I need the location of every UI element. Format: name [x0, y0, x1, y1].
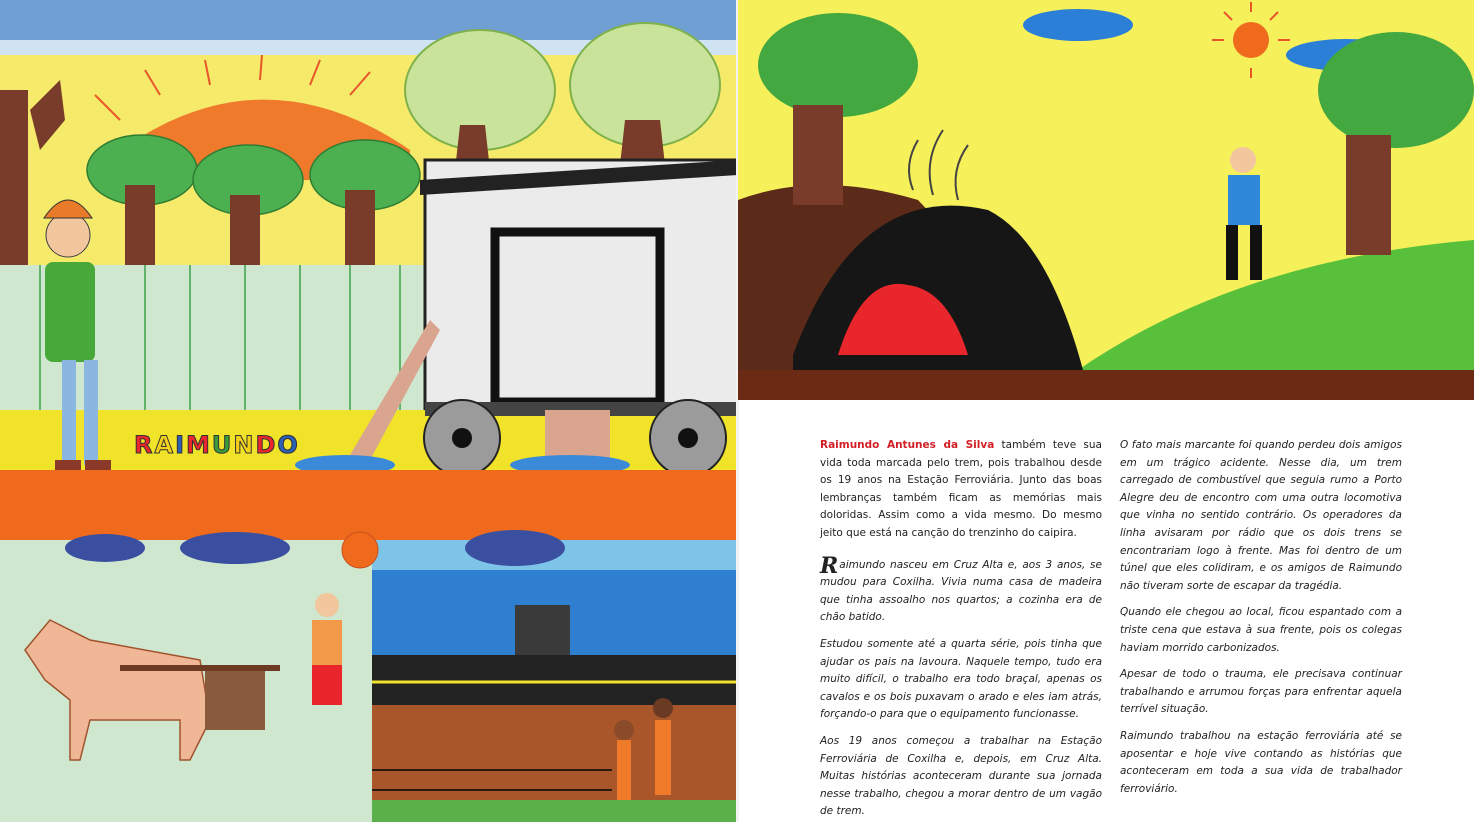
drop-cap: R — [820, 552, 839, 579]
text-column-right — [1120, 437, 1402, 807]
label-letter: U — [211, 431, 234, 459]
paragraph-retirement: Raimundo trabalhou na estação ferroviária até se aposentar e hoje vive contando as histórias que aconteceram em toda a sua vida de trabalhador ferroviário. — [1120, 729, 1402, 795]
paragraph-accident: O fato mais marcante foi quando perdeu dois amigos em um trágico acidente. Nesse dia, um trem carregado de combustível que seguia rumo a Porto Alegre deu de encontro com uma outra locomotiva que vinha no sentido contrário. Os operadores da linha avisaram por rádio que os dois trens se encontrariam logo à frente. Mas foi dentro de um túnel que eles colidiram, e os amigos de Raimundo não tiveram sorte de escapar da tragédia. — [1120, 439, 1402, 592]
label-letter: D — [255, 431, 278, 459]
text-column-left — [820, 437, 1102, 822]
label-letter: A — [154, 431, 176, 459]
label-letter: O — [277, 431, 300, 459]
label-letter: N — [233, 431, 256, 459]
raimundo-name-label — [134, 431, 300, 459]
label-letter: M — [186, 431, 212, 459]
paragraph-birth — [820, 552, 1102, 627]
intro-text: também teve sua vida toda marcada pelo trem, pois trabalhou desde os 19 anos na Estação Ferroviária. Junto das boas lembranças também ficam as memórias mais doloridas. Assim como a vida mesmo. Do mesmo jeito que está na canção do trenzinho do caipira. — [820, 439, 1102, 539]
person-name: Raimundo Antunes da Silva — [820, 439, 995, 451]
paragraph-work-start: Aos 19 anos começou a trabalhar na Estação Ferroviária de Coxilha e, depois, em Cruz Alta. Muitas histórias aconteceram durante sua jornada nesse trabalho, chegou a morar dentro de um vagão de trem. — [820, 734, 1102, 818]
label-letter: R — [134, 431, 155, 459]
label-letter: I — [175, 431, 186, 459]
right-page-illustration — [738, 0, 1474, 400]
intro-paragraph — [820, 437, 1102, 543]
paragraph-arrival: Quando ele chegou ao local, ficou espantado com a triste cena que estava à sua frente, pois os colegas haviam morrido carbonizados. — [1120, 606, 1402, 654]
paragraph-school: Estudou somente até a quarta série, pois tinha que ajudar os pais na lavoura. Naquele tempo, tudo era muito difícil, o trabalho era todo braçal, apenas os cavalos e os bois puxavam o arado e eles iam atrás, forçando-o para que o equipamento funcionasse. — [820, 637, 1102, 721]
paragraph-birth-text: aimundo nasceu em Cruz Alta e, aos 3 anos, se mudou para Coxilha. Vivia numa casa de madeira que tinha assoalho nos quartos; a cozinha era de chão batido. — [820, 558, 1102, 624]
paragraph-trauma: Apesar de todo o trauma, ele precisava continuar trabalhando e arrumou forças para enfrentar aquela terrível situação. — [1120, 668, 1402, 716]
